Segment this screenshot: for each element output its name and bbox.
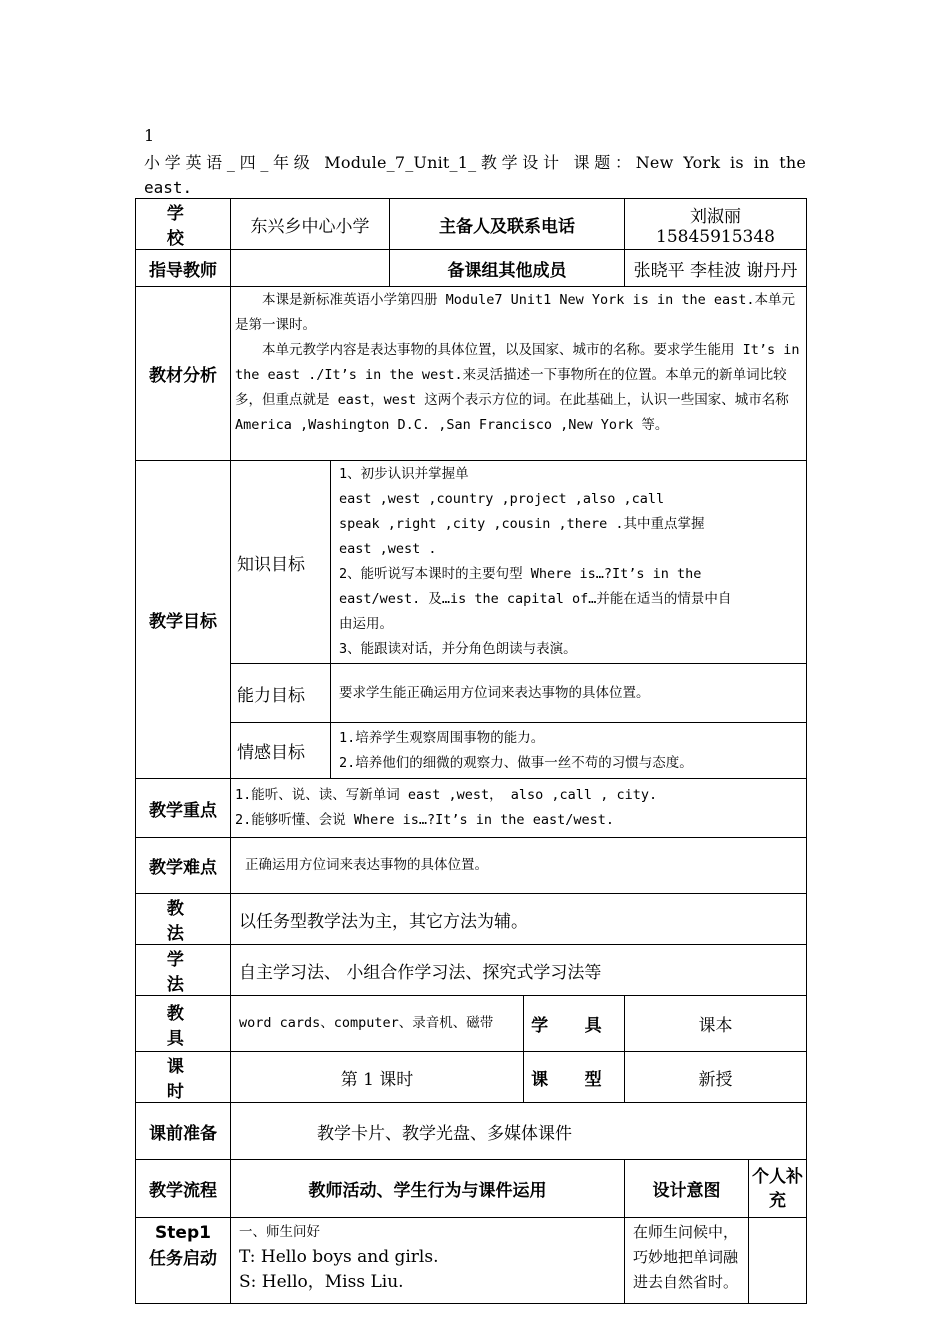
knowledge-line: 2、能听说写本课时的主要句型 Where is…?It’s in the xyxy=(339,566,702,582)
step1-activity-line: T: Hello boys and girls. xyxy=(239,1247,439,1267)
preparation-value: 教学卡片、教学光盘、多媒体课件 xyxy=(231,1103,807,1160)
step1-intent: 在师生问候中，巧妙地把单词融进去自然省时。 xyxy=(625,1218,749,1304)
step1-number: Step1 xyxy=(155,1223,211,1243)
teaching-tools-label: 教 具 xyxy=(136,996,231,1052)
lead-teacher-value: 刘淑丽 15845915348 xyxy=(625,199,807,250)
guide-teacher-value xyxy=(231,250,390,287)
key-points-content xyxy=(231,779,807,838)
period-label: 课 时 xyxy=(136,1052,231,1103)
knowledge-objective-content xyxy=(331,461,807,664)
step1-activity-line: 一、师生问好 xyxy=(239,1224,320,1240)
document-title-continued: east. xyxy=(144,178,193,197)
material-analysis-label: 教材分析 xyxy=(136,287,231,461)
step1-label xyxy=(136,1218,231,1304)
step1-title: 任务启动 xyxy=(149,1249,217,1269)
learning-tools-value: 课本 xyxy=(625,996,807,1052)
flow-header-process: 教学流程 xyxy=(136,1160,231,1218)
learning-method-value: 自主学习法、 小组合作学习法、探究式学习法等 xyxy=(231,945,807,996)
analysis-paragraph-1: 本课是新标准英语小学第四册 Module7 Unit1 New York is in the east.本单元是第一课时。 xyxy=(235,292,795,333)
emotion-line: 1.培养学生观察周围事物的能力。 xyxy=(339,729,545,746)
knowledge-line: east ,west ,country ,project ,also ,call xyxy=(339,491,665,507)
learning-tools-label: 学 具 xyxy=(524,996,625,1052)
emotion-line: 2.培养他们的细微的观察力、做事一丝不苟的习惯与态度。 xyxy=(339,754,693,771)
flow-header-intent: 设计意图 xyxy=(625,1160,749,1218)
key-points-label: 教学重点 xyxy=(136,779,231,838)
knowledge-line: east ,west . xyxy=(339,541,437,557)
learning-method-label: 学 法 xyxy=(136,945,231,996)
difficulty-content: 正确运用方位词来表达事物的具体位置。 xyxy=(231,838,807,894)
step1-activities xyxy=(231,1218,625,1304)
flow-header-notes: 个人补充 xyxy=(749,1160,807,1218)
knowledge-line: 由运用。 xyxy=(339,616,393,632)
knowledge-objective-label: 知识目标 xyxy=(231,461,331,664)
period-value: 第 1 课时 xyxy=(231,1052,524,1103)
knowledge-line: east/west. 及…is the capital of…并能在适当的情景中自 xyxy=(339,591,732,607)
school-label: 学 校 xyxy=(136,199,231,250)
step1-activity-line: S: Hello，Miss Liu. xyxy=(239,1272,404,1292)
guide-teacher-label: 指导教师 xyxy=(136,250,231,287)
flow-header-activities: 教师活动、学生行为与课件运用 xyxy=(231,1160,625,1218)
key-point-line: 1.能听、说、读、写新单词 east ,west， also ,call , city. xyxy=(235,787,658,803)
teaching-tools-value: word cards、computer、录音机、磁带 xyxy=(231,996,524,1052)
emotion-objective-label: 情感目标 xyxy=(231,723,331,779)
objectives-label: 教学目标 xyxy=(136,461,231,779)
analysis-paragraph-2: 本单元教学内容是表达事物的具体位置，以及国家、城市的名称。要求学生能用 It’s in the east ./It’s in the west.来灵活描述一下事物所在的位置。本单元的新单词比较多，但重点就是 east，west 这两个表示方位的词。在此基础上，认识一些国家、城市名称 America ,Washington D.C. ,San Francisco ,New York 等。 xyxy=(235,342,800,433)
emotion-objective-content xyxy=(331,723,807,779)
lead-teacher-label: 主备人及联系电话 xyxy=(390,199,625,250)
group-members-value: 张晓平 李桂波 谢丹丹 xyxy=(625,250,807,287)
knowledge-line: 1、初步认识并掌握单 xyxy=(339,466,469,482)
knowledge-line: 3、能跟读对话，并分角色朗读与表演。 xyxy=(339,641,577,657)
teaching-method-label: 教 法 xyxy=(136,894,231,945)
document-title: 小学英语_四_年级 Module_7_Unit_1_教学设计 课题：New York is in the xyxy=(144,153,806,172)
step1-notes xyxy=(749,1218,807,1304)
key-point-line: 2.能够听懂、会说 Where is…?It’s in the east/west. xyxy=(235,812,614,828)
ability-objective-content: 要求学生能正确运用方位词来表达事物的具体位置。 xyxy=(331,664,807,723)
lesson-type-value: 新授 xyxy=(625,1052,807,1103)
material-analysis-content xyxy=(231,287,807,461)
lesson-type-label: 课 型 xyxy=(524,1052,625,1103)
knowledge-line: speak ,right ,city ,cousin ,there .其中重点掌握 xyxy=(339,516,705,532)
group-members-label: 备课组其他成员 xyxy=(390,250,625,287)
difficulty-label: 教学难点 xyxy=(136,838,231,894)
school-value: 东兴乡中心小学 xyxy=(231,199,390,250)
page-number: 1 xyxy=(144,126,155,145)
ability-objective-label: 能力目标 xyxy=(231,664,331,723)
teaching-method-value: 以任务型教学法为主，其它方法为辅。 xyxy=(231,894,807,945)
lesson-plan-table xyxy=(135,198,807,1304)
preparation-label: 课前准备 xyxy=(136,1103,231,1160)
